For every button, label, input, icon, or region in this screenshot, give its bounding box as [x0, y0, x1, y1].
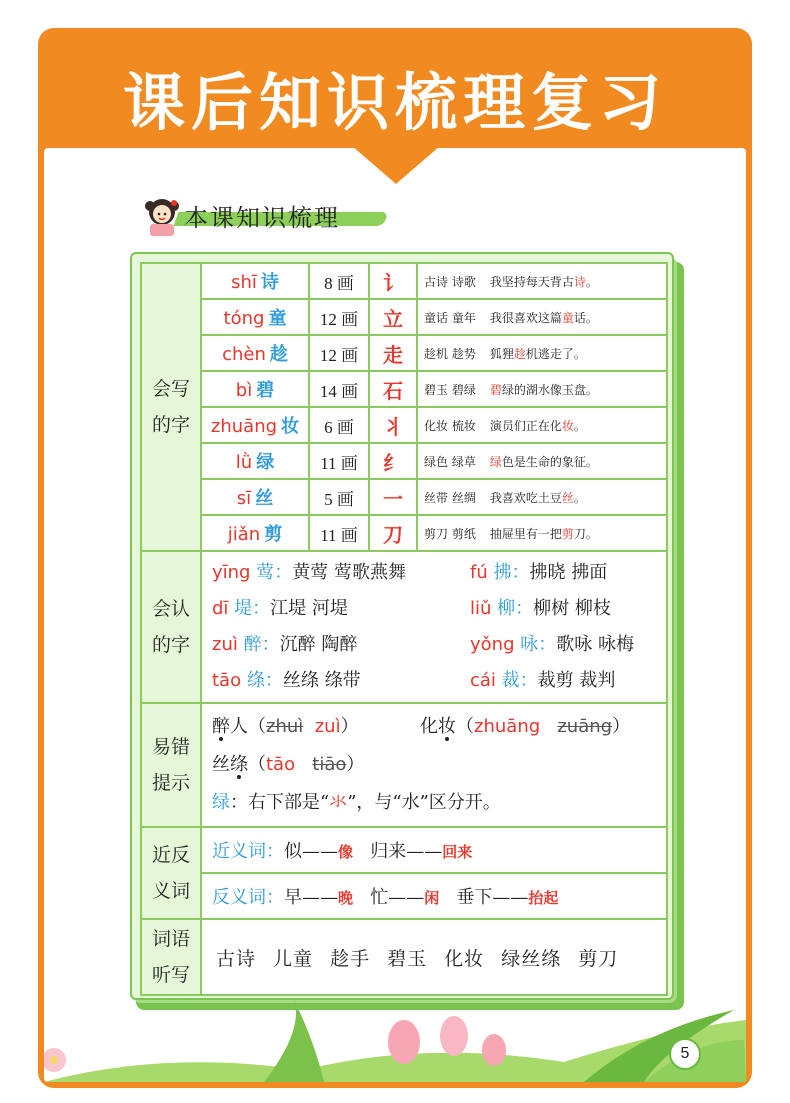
- recognize-item: tāo 绦：丝绦 绦带: [212, 670, 361, 691]
- write-row: [141, 407, 667, 443]
- write-row: [141, 371, 667, 407]
- strokes-cell: 8 画: [309, 263, 369, 299]
- section-title: 本课知识梳理: [184, 204, 340, 232]
- error-line-1: 醉人（zhuì zuì） 化妆（zhuāng zuāng）: [212, 716, 631, 737]
- errors-cell: [201, 703, 667, 827]
- recognize-item: fú 拂：拂晓 拂面: [470, 562, 608, 583]
- char-cell: jiǎn 剪: [201, 515, 309, 551]
- recognize-cell: [201, 551, 667, 703]
- radical-cell: 石: [369, 371, 417, 407]
- radical-cell: 刀: [369, 515, 417, 551]
- words-cell: 古诗 诗歌 我坚持每天背古诗。: [417, 263, 667, 299]
- banner-notch: [352, 146, 440, 184]
- write-row: [141, 515, 667, 551]
- words-cell: 趁机 趁势 狐狸趁机逃走了。: [417, 335, 667, 371]
- write-row: [141, 335, 667, 371]
- recognize-item: yīng 莺：黄莺 莺歌燕舞: [212, 562, 406, 583]
- errors-header: 易错 提示: [141, 703, 201, 827]
- girl-icon: [140, 194, 184, 238]
- error-note: 绿：右下部是“氺”，与“水”区分开。: [212, 792, 501, 813]
- char-cell: tóng 童: [201, 299, 309, 335]
- char-cell: bì 碧: [201, 371, 309, 407]
- radical-cell: 走: [369, 335, 417, 371]
- grass-decoration: [44, 990, 746, 1082]
- recognize-item: liǔ 柳：柳树 柳枝: [470, 598, 611, 619]
- synonym-cell: 近义词：似——像 归来——回来: [201, 827, 667, 873]
- knowledge-table: [140, 262, 668, 996]
- synonym-row: [141, 827, 667, 873]
- write-row: [141, 263, 667, 299]
- strokes-cell: 12 画: [309, 335, 369, 371]
- strokes-cell: 5 画: [309, 479, 369, 515]
- section-header: [140, 190, 400, 240]
- words-cell: 绿色 绿草 绿色是生命的象征。: [417, 443, 667, 479]
- write-row: [141, 443, 667, 479]
- radical-cell: 丬: [369, 407, 417, 443]
- recognize-item: cái 裁：裁剪 裁判: [470, 670, 616, 691]
- words-cell: 丝带 丝绸 我喜欢吃土豆丝。: [417, 479, 667, 515]
- radical-cell: 讠: [369, 263, 417, 299]
- char-cell: chèn 趁: [201, 335, 309, 371]
- banner-title: 课后知识梳理复习: [122, 65, 667, 139]
- dictation-cell: 古诗 儿童 趁手 碧玉 化妆 绿丝绦 剪刀: [201, 919, 667, 995]
- words-cell: 化妆 梳妆 演员们正在化妆。: [417, 407, 667, 443]
- strokes-cell: 11 画: [309, 443, 369, 479]
- radical-cell: 一: [369, 479, 417, 515]
- words-cell: 剪刀 剪纸 抽屉里有一把剪刀。: [417, 515, 667, 551]
- recognize-item: dī 堤：江堤 河堤: [212, 598, 348, 619]
- radical-cell: 纟: [369, 443, 417, 479]
- strokes-cell: 11 画: [309, 515, 369, 551]
- char-cell: lǜ 绿: [201, 443, 309, 479]
- antonym-cell: 反义词：早——晚 忙——闲 垂下——抬起: [201, 873, 667, 919]
- recognize-item: zuì 醉：沉醉 陶醉: [212, 634, 358, 655]
- synant-header: 近反 义词: [141, 827, 201, 919]
- strokes-cell: 14 画: [309, 371, 369, 407]
- dictation-row: [141, 919, 667, 995]
- words-cell: 童话 童年 我很喜欢这篇童话。: [417, 299, 667, 335]
- recognize-row: [141, 551, 667, 703]
- error-line-2: 丝绦（tāo tiāo）: [212, 754, 365, 775]
- write-row: [141, 299, 667, 335]
- char-cell: sī 丝: [201, 479, 309, 515]
- write-header: 会写 的字: [141, 263, 201, 551]
- char-cell: zhuāng 妆: [201, 407, 309, 443]
- recognize-header: 会认 的字: [141, 551, 201, 703]
- errors-row: [141, 703, 667, 827]
- words-cell: 碧玉 碧绿 碧绿的湖水像玉盘。: [417, 371, 667, 407]
- strokes-cell: 6 画: [309, 407, 369, 443]
- write-row: [141, 479, 667, 515]
- strokes-cell: 12 画: [309, 299, 369, 335]
- antonym-row: [141, 873, 667, 919]
- page-number: 5: [669, 1038, 701, 1070]
- dictation-header: 词语 听写: [141, 919, 201, 995]
- radical-cell: 立: [369, 299, 417, 335]
- title-banner: [38, 52, 752, 142]
- recognize-item: yǒng 咏：歌咏 咏梅: [470, 634, 634, 655]
- char-cell: shī 诗: [201, 263, 309, 299]
